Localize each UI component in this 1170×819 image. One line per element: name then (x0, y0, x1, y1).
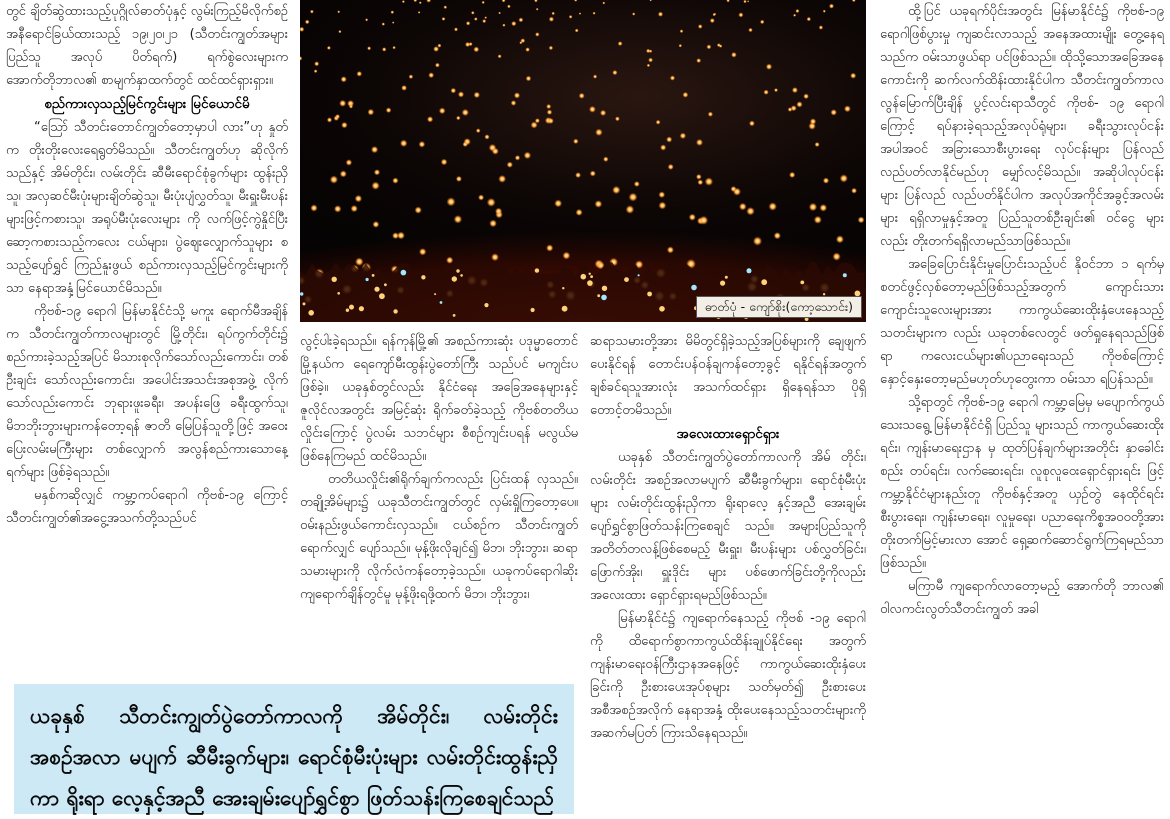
lantern-glow (484, 134, 489, 139)
lantern-glow (548, 118, 554, 124)
crowd-light (453, 314, 456, 317)
lantern-glow (341, 122, 347, 128)
lantern-glow (589, 106, 596, 113)
lantern-glow (482, 1, 485, 4)
article-column-2 (300, 330, 578, 606)
lantern-glow (426, 0, 431, 3)
crowd-light (589, 273, 591, 275)
crowd-light (308, 310, 314, 316)
lantern-glow (482, 19, 486, 23)
lantern-glow (368, 109, 375, 116)
crowd-light (747, 268, 752, 273)
crowd-light (590, 275, 593, 278)
column2-paragraph-1: လွင့်ပါးခဲ့ရသည်။ ရန်ကုန်မြို့၏ အစည်ကားဆုံး ပဒုမ္မာတောင်မြို့နယ်က ရေကျော်မီးထွန်းပွဲတော်ကြီး သည်ပင် မကျင်းပဖြစ်ခဲ့။ ယခုနှစ်တွင်လည်း နိုင်ငံရေး အခြေအနေများနှင့် ဇူလိုင်လအတွင်း အမြင့်ဆုံး ရိုက်ခတ်ခဲ့သည့် ကိုဗစ်တတိယလှိုင်းကြောင့် ပွဲလမ်း သဘင်များ စီစဉ်ကျင်းပရန် မလွယ်မဖြစ်နေကြမည် ထင်မိသည်။ (300, 334, 578, 464)
lantern-glow (382, 47, 386, 51)
lantern-glow (726, 0, 729, 2)
lantern-glow (498, 12, 501, 15)
lantern-glow (446, 257, 453, 264)
floating-lanterns-illustration (300, 0, 866, 322)
crowd-light (720, 281, 725, 286)
lantern-glow (807, 17, 811, 21)
lantern-glow (391, 10, 395, 14)
crowd-light (346, 309, 349, 312)
lantern-glow (753, 237, 762, 246)
lantern-glow (647, 64, 650, 67)
lantern-glow (428, 72, 434, 78)
lantern-glow (334, 205, 341, 212)
lantern-glow (814, 216, 822, 224)
lantern-glow (679, 44, 682, 47)
lantern-glow (852, 0, 856, 2)
lantern-glow (666, 137, 672, 143)
lantern-glow (626, 205, 635, 214)
lantern-glow (850, 73, 856, 79)
lantern-glow (330, 176, 338, 184)
lantern-glow (595, 129, 602, 136)
crowd-light (332, 277, 337, 282)
lantern-glow (656, 120, 661, 125)
lantern-glow (462, 109, 469, 116)
lantern-glow (519, 41, 522, 44)
lantern-glow (705, 177, 713, 185)
lantern-glow (549, 46, 553, 50)
lantern-glow (507, 5, 511, 9)
crowd-light (800, 281, 804, 285)
crowd-light (581, 274, 587, 280)
lantern-glow (487, 198, 496, 207)
lantern-glow (305, 20, 310, 25)
lantern-glow (386, 107, 392, 113)
lantern-glow (788, 107, 793, 112)
lantern-glow (371, 146, 378, 153)
crowd-light (638, 274, 640, 276)
lantern-glow (699, 216, 708, 225)
lantern-glow (573, 139, 578, 144)
lantern-glow (575, 29, 579, 33)
lantern-glow (519, 18, 524, 23)
lantern-glow (409, 74, 414, 79)
lantern-glow (579, 12, 581, 14)
crowd-light (303, 302, 306, 305)
lantern-glow (469, 42, 473, 46)
lantern-glow (441, 159, 448, 166)
lantern-glow (629, 193, 638, 202)
lantern-glow (372, 182, 380, 190)
lantern-glow (365, 18, 368, 21)
lantern-glow (795, 9, 799, 13)
lantern-glow (531, 122, 538, 129)
lantern-glow (774, 232, 781, 239)
lantern-glow (774, 88, 778, 92)
lantern-glow (819, 25, 823, 29)
crowd-light (374, 287, 379, 292)
lantern-glow (511, 100, 517, 106)
lantern-glow (478, 195, 484, 201)
lantern-glow (310, 10, 314, 14)
lantern-glow (474, 92, 480, 98)
crowd-light (452, 276, 457, 281)
lantern-glow (547, 110, 552, 115)
lantern-glow (335, 114, 340, 119)
crowd-light (691, 285, 697, 291)
lantern-glow (823, 10, 826, 13)
lantern-glow (413, 0, 417, 2)
lantern-glow (489, 220, 497, 228)
lantern-glow (367, 46, 371, 50)
lantern-glow (474, 17, 478, 21)
lantern-glow (698, 24, 703, 29)
lantern-glow (593, 75, 597, 79)
lantern-glow (743, 0, 746, 3)
lantern-glow (415, 207, 422, 214)
lantern-glow (820, 204, 828, 212)
lantern-glow (739, 203, 747, 211)
lantern-glow (341, 76, 347, 82)
lantern-glow (836, 235, 844, 243)
lantern-glow (713, 13, 716, 16)
column1-paragraph-top: တွင် ချိတ်ဆွဲထားသည့်ပုဂ္ဂိုလ်ဓာတ်ပုံနှင့် လွမ်းကြည့်မိလိုက်စဉ် အနီရောင်ခြယ်ထားသည့် ၁၉၊၂၀၊၂၁ (သီတင်းကျွတ်အများပြည်သူ အလုပ် ပိတ်ရက်) ရက်စွဲလေးများက အောက်တိုဘာလ၏ စာမျက်နှာထက်တွင် ထင်ထင်ရှားရှား။ (6, 4, 288, 88)
lantern-glow (392, 178, 398, 184)
lantern-glow (546, 104, 551, 109)
lantern-glow (710, 18, 715, 23)
lantern-glow (491, 253, 499, 261)
lantern-glow (498, 54, 502, 58)
lantern-glow (833, 253, 841, 261)
lantern-glow (355, 195, 362, 202)
column3-subheading: အလေးထားရှောင်ရှား (676, 426, 780, 442)
crowd-light (601, 295, 607, 301)
lantern-glow (535, 32, 539, 36)
lantern-glow (747, 0, 749, 2)
lantern-glow (554, 200, 562, 208)
column1-paragraph-1: “ဩော် သီတင်းတောင်ကျွတ်တော့မှာပါ လား”ဟု နှုတ်က တိုးတိုးလေးရေရွတ်မိသည်။ သီတင်းကျွတ်ဟု ဆိုလိုက်သည်နှင့် အိမ်တိုင်း၊ လမ်းတိုင်း ဆီမီးရောင်စုံခွက်များ ထွန်းညှိသူ၊ အလှဆင်မီးပုံးများချိတ်ဆွဲသူ၊ မီးပုံးပျံလွှတ်သူ၊ မီးရှူးမီးပန်းများဖြင့်ကစားသူ၊ အရုပ်မီးပုံးလေးများ ကို လက်ဖြင့်ကွဲနှိုင်ပြီး ဆော့ကစားသည့်ကလေး ငယ်များ၊ ပွဲဈေးလျှောက်သူများ စသည့်ပျော်ရွှင် ကြည်နူးဖွယ် စည်ကားလှသည့်မြင်ကွင်းများကို သာ နေရာအနှံ့မြင်ယောင်မိသည်။ (6, 120, 288, 296)
lantern-glow (340, 170, 347, 177)
lantern-glow (514, 92, 520, 98)
lantern-glow (602, 2, 605, 5)
crowd-light (725, 276, 728, 279)
lantern-glow (314, 69, 318, 73)
lantern-glow (575, 172, 581, 178)
lantern-glow (495, 208, 502, 215)
crowd-light (349, 305, 354, 310)
lantern-glow (327, 117, 332, 122)
lantern-glow (382, 22, 385, 25)
article-column-1 (6, 0, 288, 530)
lantern-glow (456, 176, 462, 182)
lantern-glow (338, 30, 341, 33)
lantern-glow (454, 27, 458, 31)
lantern-glow (809, 203, 817, 211)
crowd-light (587, 280, 593, 286)
lantern-glow (435, 63, 440, 68)
lantern-glow (590, 171, 596, 177)
lantern-glow (357, 71, 363, 77)
lantern-glow (683, 92, 689, 98)
crowd-light (602, 286, 607, 291)
lantern-glow (648, 58, 653, 63)
lantern-glow (392, 21, 394, 23)
lantern-glow (525, 47, 530, 52)
lantern-glow (667, 246, 674, 253)
column2-paragraph-2: တတိယလှိုင်း၏ရိုက်ချက်ကလည်း ပြင်းထန် လှသည်။ တချို့အိမ်များ၌ ယခုသီတင်းကျွတ်တွင် လှမ်းရှိုကြတော့ပေ။ ဝမ်းနည်းဖွယ်ကောင်းလှသည်။ ငယ်စဉ်က သီတင်းကျွတ်ရောက်လျှင် ပျော်သည်။ မုန့်ဖိုးလိုချင်၍ မိဘ၊ ဘိုးဘွား၊ ဆရာသမားများကို လိုက်လံကန်တော့ခဲ့သည်။ ယခုကပ်ရောဂါဆိုး ကျရောက်ချိန်တွင်မူ မုန့်ဖိုးရဖို့ထက် မိဘ၊ ဘိုးဘွား၊ (300, 472, 578, 602)
crowd-light (597, 294, 600, 297)
lantern-glow (733, 188, 741, 196)
lantern-glow (534, 0, 538, 2)
lantern-glow (574, 0, 577, 2)
lantern-glow (696, 139, 703, 146)
lantern-glow (347, 100, 354, 107)
lantern-glow (437, 44, 441, 48)
lantern-glow (707, 45, 712, 50)
column3-paragraph-1: ဆရာသမားတို့အား မိမိတွင်ရှိခဲ့သည့်အပြစ်များကို ချေဖျက်ပေးနိုင်ရန် တောင်းပန်ဝန်ချကန်တော့ခွင့် ရနိုင်ရန်အတွက် ချစ်ခင်ရသူအားလုံး အသက်ထင်ရှား ရှိနေရန်သာ ပိုရှိတောင့်တမိသည်။ (590, 334, 866, 418)
lantern-glow (660, 144, 666, 150)
crowd-light (366, 278, 369, 281)
lantern-glow (471, 11, 475, 15)
lantern-glow (351, 205, 358, 212)
lantern-glow (447, 197, 456, 206)
lantern-glow (831, 109, 837, 115)
lantern-glow (764, 90, 769, 95)
lantern-glow (454, 215, 462, 223)
pull-quote-box (14, 684, 574, 814)
crowd-light (531, 308, 535, 312)
lantern-glow (536, 8, 539, 11)
lantern-glow (823, 178, 829, 184)
lantern-glow (346, 159, 352, 165)
lantern-glow (476, 128, 481, 133)
crowd-light (337, 292, 340, 295)
lantern-glow (612, 186, 620, 194)
lantern-glow (612, 70, 617, 75)
lantern-glow (419, 1, 422, 4)
crowd-light (460, 274, 463, 277)
lantern-glow (792, 87, 798, 93)
lantern-glow (696, 174, 702, 180)
lantern-glow (442, 17, 446, 21)
lantern-glow (419, 248, 426, 255)
column4-paragraph-4: မကြာမီ ကျရောက်လာတော့မည့် အောက်တို ဘာလ၏ ဝါလကင်းလွတ်သီတင်းကျွတ် အခါ (880, 579, 1164, 617)
lantern-glow (563, 252, 571, 260)
lantern-glow (600, 110, 606, 116)
lantern-glow (615, 116, 620, 121)
lantern-glow (418, 11, 421, 14)
crowd-light (401, 270, 407, 276)
lantern-glow (632, 12, 635, 15)
lantern-glow (484, 16, 487, 19)
lantern-glow (526, 76, 532, 82)
lantern-glow (650, 0, 652, 1)
lantern-glow (466, 21, 470, 25)
lantern-glow (738, 12, 743, 17)
lantern-glow (618, 41, 623, 46)
lantern-glow (546, 244, 553, 251)
lantern-glow (515, 155, 520, 160)
lantern-glow (680, 133, 686, 139)
lantern-glow (844, 105, 851, 112)
crowd-light (384, 283, 387, 286)
lantern-glow (680, 29, 684, 33)
lantern-glow (502, 0, 506, 2)
lantern-glow (397, 232, 405, 240)
lantern-glow (858, 217, 865, 224)
crowd-light (562, 287, 564, 289)
lantern-glow (310, 204, 317, 211)
crowd-light (300, 292, 303, 295)
crowd-light (659, 306, 665, 312)
crowd-light (421, 275, 425, 279)
lantern-glow (851, 188, 857, 194)
lantern-glow (339, 100, 346, 107)
crowd-light (372, 274, 375, 277)
lantern-glow (634, 181, 640, 187)
column3-paragraph-2: ယခုနှစ် သီတင်းကျွတ်ပွဲတော်ကာလကို အိမ် တိုင်း၊ လမ်းတိုင်း အစဉ်အလာမပျက် ဆီမီးခွက်များ၊ ရောင်စုံမီးပုံးများ လမ်းတိုင်းထွန်းညှိကာ ရိုးရာလေ့ နှင့်အညီ အေးချမ်းပျော်ရွှင်စွာဖြတ်သန်းကြစေချင် သည်။ အများပြည်သူကို အတိတ်တလန့်ဖြစ်စေမည့် မီးရှူး၊ မီးပန်းများ ပစ်လွှတ်ခြင်း၊ ဖြောက်အိုး၊ ရှူးဒိုင်း များ ပစ်ဖောက်ခြင်းတို့ကိုလည်း အလေးထား ရှောင်ရှားရမည်ဖြစ်သည်။ (590, 450, 866, 603)
lantern-glow (458, 91, 464, 97)
lantern-glow (402, 0, 405, 3)
crowd-light (484, 303, 488, 307)
column1-paragraph-2: ကိုဗစ်-၁၉ ရောဂါ မြန်မာနိုင်ငံသို့ မကူး ရောက်မီအချိန်က သီတင်းကျွတ်ကာလများတွင် မြို့တိုင်း၊ ရပ်ကွက်တိုင်း၌ စည်ကားခဲ့သည့်အပြင် မိသားစုလိုက်သော်လည်းကောင်း၊ တစ်ဦးချင်း သော်လည်းကောင်း၊ အပေါင်းအသင်းအစုအဖွဲ့ လိုက်သော်လည်းကောင်း ဘုရားဖူးခရီး၊ အပန်းဖြေ ခရီးထွက်သူ၊ မိဘဘိုးဘွားများကန်တော့ရန် ဇာတိ မြေပြန်သူတို့ဖြင့် အဝေးပြေးလမ်းမကြီးများ တစ်လျှောက် အလွန်စည်ကားသောနေ့ရက်များ ဖြစ်ခဲ့ရသည်။ (6, 304, 288, 480)
column1-subheading: စည်ကားလှသည့်မြင်ကွင်းများ မြင်ယောင်မိ (44, 96, 250, 112)
lantern-glow (463, 142, 468, 147)
lantern-glow (796, 101, 802, 107)
lantern-glow (473, 47, 479, 53)
lantern-glow (401, 85, 407, 91)
lantern-glow (498, 175, 506, 183)
crowd-light (434, 293, 436, 295)
lantern-glow (731, 52, 737, 58)
crowd-light (843, 273, 847, 277)
lantern-glow (579, 93, 585, 99)
lantern-glow (355, 258, 363, 266)
lantern-glow (766, 64, 772, 70)
lantern-glow (649, 50, 652, 53)
lantern-glow (748, 28, 752, 32)
lantern-glow (603, 157, 608, 162)
column3-paragraph-3: မြန်မာနိုင်ငံ၌ ကျရောက်နေသည့် ကိုဗစ် -၁၉ ရောဂါကို ထိရောက်စွာကာကွယ်ထိန်းချုပ်နိုင်ရေး အတွက် ကျန်းမာရေးဝန်ကြီးဌာနအနေဖြင့် ကာကွယ်ဆေးထိုးနှံပေးခြင်းကို ဦးစားပေးအုပ်စုများ သတ်မှတ်၍ ဦးစားပေးအစီအစဉ်အလိုက် နေရာအနှံ့ ထိုးပေးနေသည့်သတင်းများကို အဆက်မပြတ် ကြားသိနေရသည်။ (590, 611, 866, 741)
lantern-glow (658, 12, 663, 17)
lantern-glow (689, 214, 696, 221)
article-column-4 (880, 0, 1164, 621)
lantern-glow (829, 4, 834, 9)
column4-paragraph-2: အခြေပြောင်းနိုင်းမှုပြောင်းသည့်ပင် နိုဝင်ဘာ ၁ ရက်မှ စတင်ဖွင့်လှစ်တော့မည်ဖြစ်သည့်အတွက် ကျောင်းသား ကျောင်းသူလေးများအား ကာကွယ်ဆေးထိုးနှံပေးနေသည့် သတင်းများက လည်း ယခုတစ်လေတွင် ဖတ်ရှုနေရသည်ဖြစ်ရာ ကလေးငယ်များ၏ပညာရေးသည် ကိုဗစ်ကြောင့် နှောင့်နှေးတော့မည်မဟုတ်ဟုတွေးကာ ဝမ်းသာ ရပြန်သည်။ (880, 257, 1164, 387)
lantern-glow (456, 116, 460, 120)
crowd-light (456, 269, 459, 272)
lantern-glow (392, 46, 395, 49)
column4-paragraph-3: သို့ရာတွင် ကိုဗစ်-၁၉ ရောဂါ ကမ္ဘာ့မြေမှ မပျောက်ကွယ်သေးသရွေ့ မြန်မာနိုင်ငံရှိ ပြည်သူ များသည် ကာကွယ်ဆေးထိုးရင်း၊ ကျန်းမာရေးဌာန မှ ထုတ်ပြန်ချက်များအတိုင်း နှာခေါင်းစည်း တပ်ရင်း၊ လက်ဆေးရင်း၊ လူစုလူဝေးရှောင်ရှားရင်း ဖြင့် ကမ္ဘာ့နိုင်ငံများနည်းတူ ကိုဗစ်နှင့်အတူ ယှဉ်တွဲ နေထိုင်ရင်း စီးပွားရေး၊ ကျန်းမာရေး၊ လူမှုရေး၊ ပညာရေးကိစ္စအဝဝတို့အား တိုးတက်မြင့်မားလာ အောင် ရှေ့ဆက်ဆောင်ရွက်ကြရမည်သာ ဖြစ်သည်။ (880, 395, 1164, 571)
lantern-glow (803, 94, 809, 100)
lantern-glow (300, 27, 304, 32)
photo-caption: ဓာတ်ပုံ - ကျော်စိုး(ကော့သောင်း) (696, 296, 862, 318)
lantern-glow (696, 58, 701, 63)
lantern-glow (549, 17, 554, 22)
lantern-glow (300, 56, 302, 61)
lantern-glow (400, 140, 407, 147)
lantern-glow (659, 191, 666, 198)
crowd-light (761, 279, 767, 285)
lantern-glow (374, 169, 380, 175)
crowd-light (440, 301, 443, 304)
lantern-glow (507, 162, 513, 168)
lantern-glow (749, 121, 755, 127)
crowd-light (562, 306, 568, 312)
crowd-light (379, 293, 385, 299)
crowd-light (647, 292, 652, 297)
lantern-glow (373, 221, 380, 228)
lantern-glow (576, 209, 583, 216)
column1-paragraph-3: မနှစ်ကဆိုလျှင် ကမ္ဘာ့ကပ်ရောဂါ ကိုဗစ်-၁၉ ကြောင့် သီတင်းကျွတ်၏အငွေ့အသက်တို့သည်ပင် (6, 488, 288, 526)
crowd-light (393, 309, 397, 313)
lantern-glow (569, 15, 573, 19)
lantern-glow (760, 20, 764, 24)
lantern-glow (552, 12, 555, 15)
lantern-glow (793, 14, 796, 17)
lantern-glow (698, 180, 704, 186)
crowd-light (624, 277, 629, 282)
lantern-glow (524, 152, 531, 159)
lanterns-photo (300, 0, 866, 322)
lantern-glow (840, 174, 848, 182)
lantern-glow (427, 116, 433, 122)
lantern-glow (659, 202, 667, 210)
lantern-glow (670, 75, 675, 80)
lantern-glow (337, 10, 340, 13)
lantern-glow (815, 142, 820, 147)
lantern-glow (717, 43, 721, 47)
lantern-glow (593, 12, 596, 15)
lantern-glow (808, 122, 815, 129)
lantern-glow (419, 141, 426, 148)
lantern-glow (789, 172, 795, 178)
article-column-3 (590, 330, 866, 745)
lantern-glow (314, 61, 319, 66)
lantern-glow (511, 21, 516, 26)
lantern-glow (708, 112, 713, 117)
pull-quote-text: ယခုနှစ် သီတင်းကျွတ်ပွဲတော်ကာလကို အိမ်တိုင်း၊ လမ်းတိုင်း အစဉ်အလာ မပျက် ဆီမီးခွက်များ၊ ရောင်စုံမီးပုံးများ လမ်းတိုင်းထွန်းညှိကာ ရိုးရာ လေ့နှင့်အညီ အေးချမ်းပျော်ရွှင်စွာ ဖြတ်သန်းကြစေချင်သည် (30, 704, 558, 810)
lantern-glow (489, 144, 497, 152)
lantern-glow (451, 88, 457, 94)
column4-paragraph-1: ထို့ပြင် ယခုရက်ပိုင်းအတွင်း မြန်မာနိုင်ငံ၌ ကိုဗစ်-၁၉ ရောဂါဖြစ်ပွားမှု ကျဆင်းလာသည့် အနေအထားမျိုး တွေ့နေရသည်က ဝမ်းသာဖွယ်ရာ ပင်ဖြစ်သည်။ ထိုသို့သောအခြေအနေကောင်းကို ဆက်လက်ထိန်းထားနိုင်ပါက သီတင်းကျွတ်ကာလ လွန်မြောက်ပြီးချိန် ပွင့်လင်းရာသီတွင် ကိုဗစ်- ၁၉ ရောဂါကြောင့် ရပ်နားခဲ့ရသည့်အလုပ်ရုံများ၊ ခရီးသွားလုပ်ငန်းအပါအဝင် အခြားသောစီးပွားရေး လုပ်ငန်းများ ပြန်လည်လည်ပတ်လာနိုင်မည်ဟု မျှော်လင့်မိသည်။ အဆိုပါလုပ်ငန်းများ ပြန်လည် လည်ပတ်နိုင်ပါက အလုပ်အကိုင်အခွင့်အလမ်းများ ရရှိလာမှုနှင့်အတူ ပြည်သူတစ်ဦးချင်း၏ ဝင်ငွေ များလည်း တိုးတက်ရရှိလာမည်သာဖြစ်သည်။ (880, 4, 1164, 249)
lantern-glow (439, 108, 446, 115)
lantern-glow (502, 24, 505, 27)
lantern-glow (668, 164, 674, 170)
lantern-glow (595, 200, 603, 208)
lantern-glow (746, 207, 754, 215)
crowd-light (359, 306, 364, 311)
crowd-light (535, 268, 539, 272)
lantern-glow (769, 202, 777, 210)
lantern-glow (327, 46, 331, 50)
lantern-glow (444, 5, 448, 9)
